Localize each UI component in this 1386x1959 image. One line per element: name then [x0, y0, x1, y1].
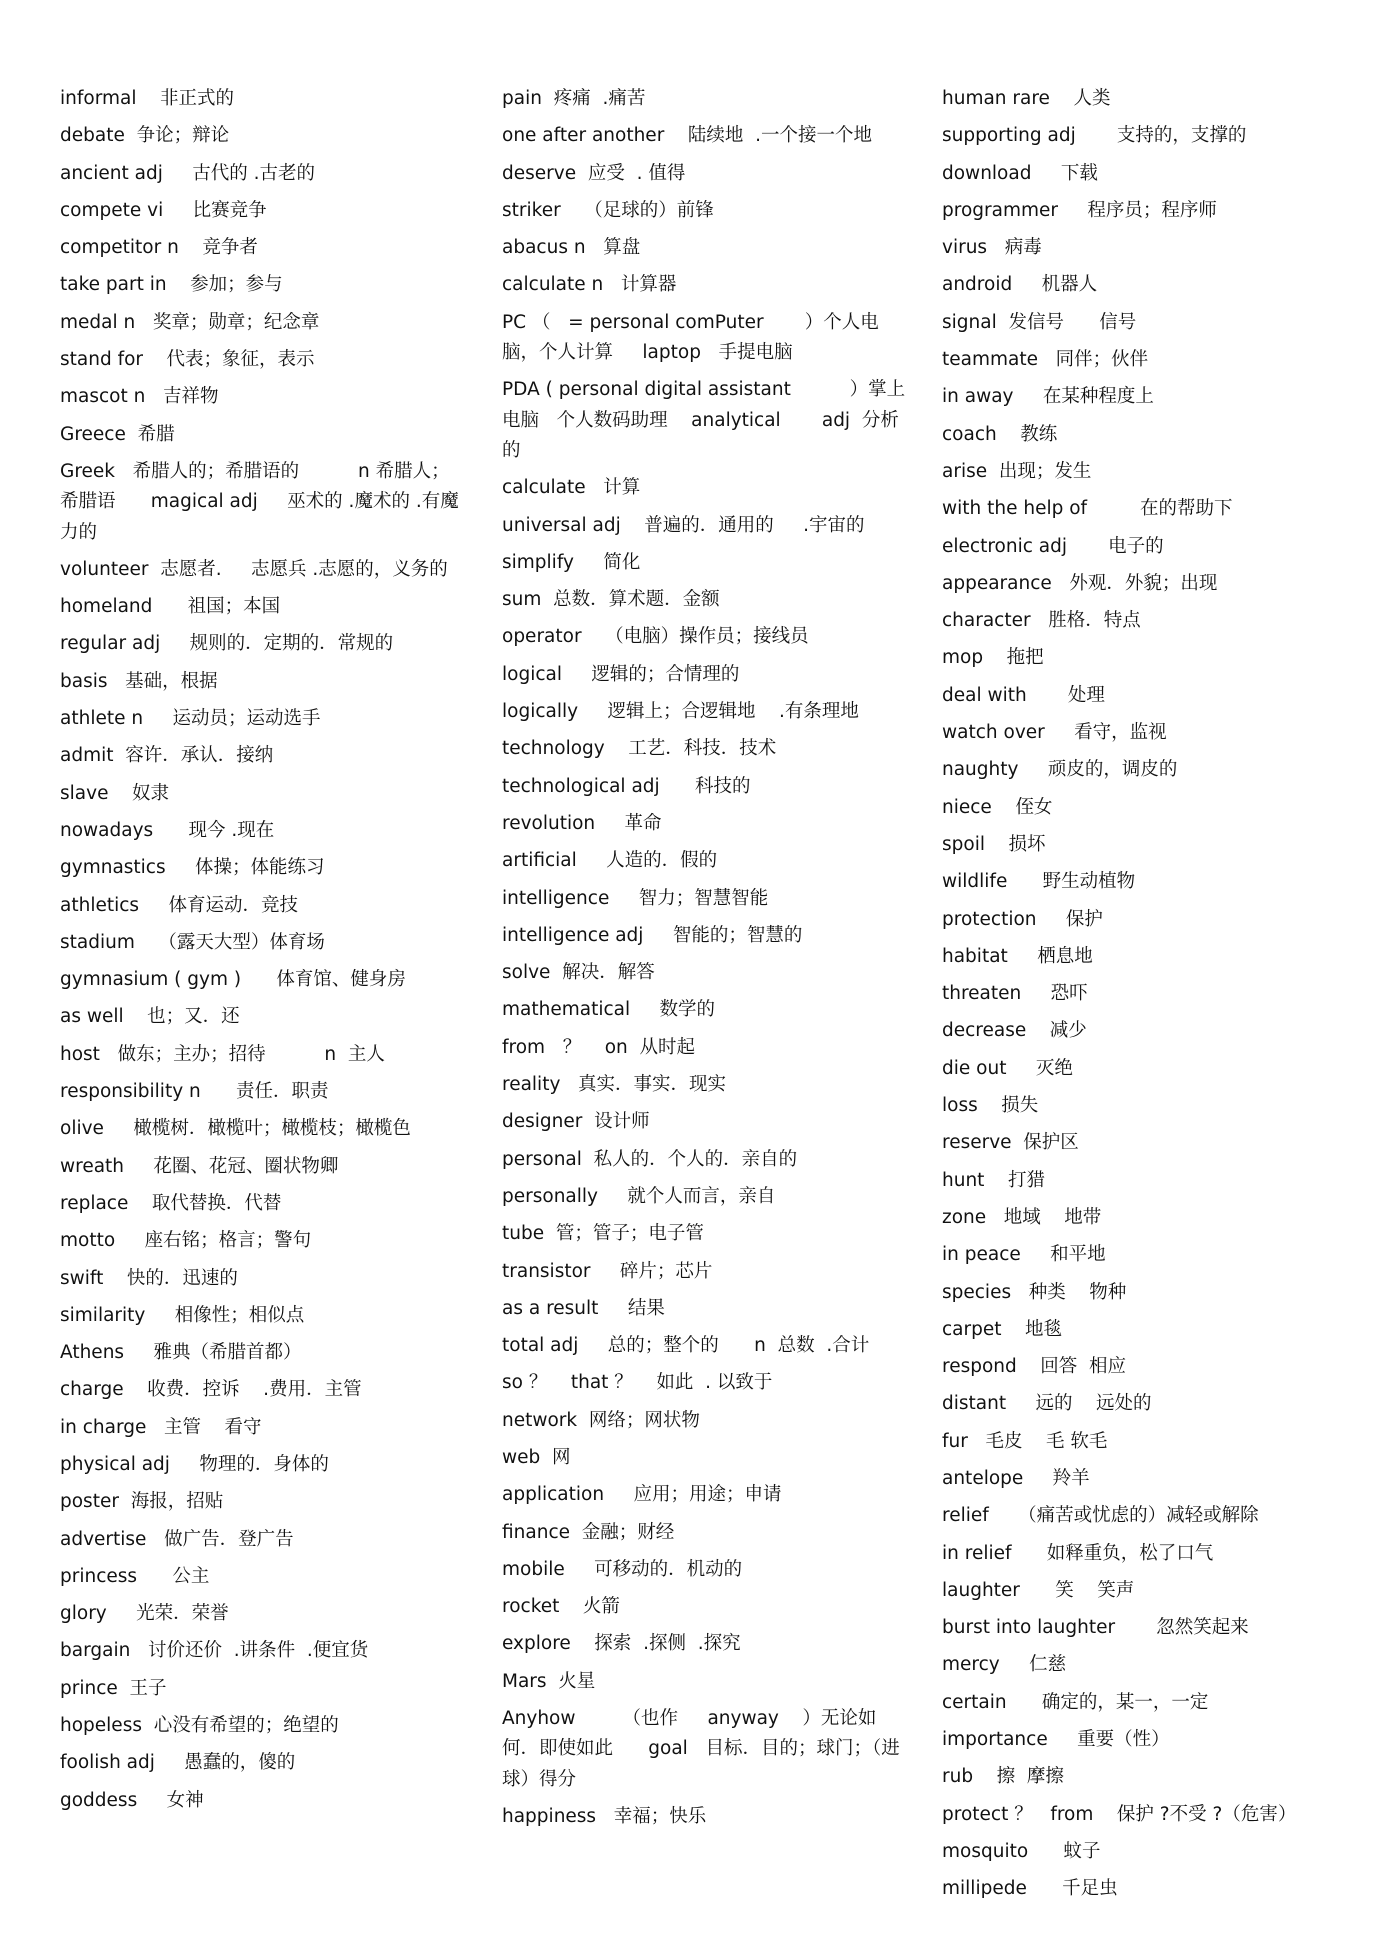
vocabulary-entry-text: volunteer 志愿者. 志愿兵 .志愿的，义务的: [60, 558, 448, 580]
vocabulary-entry: [60, 816, 465, 846]
vocabulary-entry-text: technology 工艺．科技．技术: [502, 738, 777, 760]
vocabulary-entry-text: mobile 可移动的．机动的: [502, 1558, 743, 1580]
vocabulary-entry: [942, 420, 1347, 450]
vocabulary-entry-text: finance 金融；财经: [502, 1521, 675, 1543]
vocabulary-entry-text: replace 取代替换．代替: [60, 1192, 282, 1214]
vocabulary-entry: [942, 1352, 1347, 1382]
vocabulary-entry: [60, 345, 465, 375]
vocabulary-entry: [502, 846, 907, 876]
vocabulary-entry: [60, 1301, 465, 1331]
vocabulary-entry: [942, 1650, 1347, 1680]
vocabulary-entry-text: distant 远的 远处的: [942, 1393, 1152, 1415]
vocabulary-entry-text: stand for 代表；象征，表示: [60, 349, 315, 371]
vocabulary-entry-text: physical adj 物理的．身体的: [60, 1453, 329, 1475]
vocabulary-entry-text: sum 总数．算术题．金额: [502, 589, 720, 611]
vocabulary-entry: [502, 1629, 907, 1659]
vocabulary-entry-text: so ？ that ？ 如此 . 以致于: [502, 1372, 773, 1394]
vocabulary-entry: [60, 457, 465, 548]
vocabulary-entry: [502, 1033, 907, 1063]
vocabulary-entry-text: as well 也；又．还: [60, 1006, 240, 1028]
vocabulary-entry-text: intelligence 智力；智慧智能: [502, 887, 769, 909]
vocabulary-entry: [942, 569, 1347, 599]
vocabulary-entry: [60, 308, 465, 338]
vocabulary-entry: [502, 1182, 907, 1212]
vocabulary-entry-text: swift 快的．迅速的: [60, 1267, 238, 1289]
vocabulary-entry-text: universal adj 普遍的．通用的 .宇宙的: [502, 514, 865, 536]
vocabulary-entry: [60, 196, 465, 226]
vocabulary-entry-text: die out 灭绝: [942, 1057, 1073, 1079]
vocabulary-entry-text: protection 保护: [942, 908, 1103, 930]
vocabulary-entry-text: certain 确定的，某一，一定: [942, 1691, 1209, 1713]
vocabulary-entry-text: importance 重要（性）: [942, 1729, 1170, 1751]
vocabulary-entry: [502, 884, 907, 914]
vocabulary-entry-text: operator （电脑）操作员；接线员: [502, 626, 809, 648]
vocabulary-entry: [942, 84, 1347, 114]
vocabulary-entry: [60, 1264, 465, 1294]
vocabulary-entry-text: teammate 同伴；伙伴: [942, 349, 1149, 371]
vocabulary-entry-text: hunt 打猎: [942, 1169, 1045, 1191]
vocabulary-entry-text: PC （ = personal comPuter ）个人电脑，个人计算 laptop 手提电脑: [502, 311, 879, 364]
vocabulary-entry: [942, 1688, 1347, 1718]
vocabulary-entry: [942, 830, 1347, 860]
vocabulary-entry: [502, 84, 907, 114]
vocabulary-entry-text: millipede 千足虫: [942, 1878, 1118, 1900]
vocabulary-entry-text: technological adj 科技的: [502, 775, 751, 797]
vocabulary-entry-text: compete vi 比赛竞争: [60, 199, 267, 221]
vocabulary-entry: [942, 755, 1347, 785]
vocabulary-entry-text: antelope 羚羊: [942, 1467, 1090, 1489]
vocabulary-entry-text: explore 探索 .探侧 .探究: [502, 1633, 741, 1655]
vocabulary-entry: [502, 1331, 907, 1361]
vocabulary-entry-text: designer 设计师: [502, 1111, 650, 1133]
vocabulary-entry: [60, 159, 465, 189]
vocabulary-entry: [60, 1786, 465, 1816]
vocabulary-entry: [60, 741, 465, 771]
vocabulary-entry-text: signal 发信号 信号: [942, 311, 1137, 333]
vocabulary-entry: [60, 1413, 465, 1443]
vocabulary-entry: [502, 622, 907, 652]
vocabulary-entry: [60, 1487, 465, 1517]
vocabulary-entry-text: ancient adj 古代的 .古老的: [60, 162, 315, 184]
vocabulary-entry: [502, 1070, 907, 1100]
vocabulary-entry-text: human rare 人类: [942, 88, 1111, 109]
vocabulary-entry: [942, 1762, 1347, 1792]
vocabulary-entry-text: burst into laughter 忽然笑起来: [942, 1617, 1249, 1639]
vocabulary-entry: [942, 1166, 1347, 1196]
vocabulary-entry-text: pain 疼痛 .痛苦: [502, 88, 646, 109]
vocabulary-entry: [942, 270, 1347, 300]
vocabulary-entry: [942, 1501, 1347, 1531]
vocabulary-entry-text: relief （痛苦或忧虑的）减轻或解除: [942, 1505, 1259, 1527]
vocabulary-entry: [502, 1145, 907, 1175]
vocabulary-entry-text: rocket 火箭: [502, 1596, 620, 1618]
vocabulary-entry: [60, 779, 465, 809]
vocabulary-entry-text: prince 王子: [60, 1677, 167, 1699]
vocabulary-entry-text: wildlife 野生动植物: [942, 871, 1136, 893]
vocabulary-entry: [502, 1443, 907, 1473]
vocabulary-entry-text: calculate n 计算器: [502, 274, 677, 296]
vocabulary-entry: [60, 1599, 465, 1629]
vocabulary-column-2: [502, 84, 907, 1832]
vocabulary-entry: [942, 942, 1347, 972]
vocabulary-entry: [942, 1091, 1347, 1121]
vocabulary-entry: [942, 494, 1347, 524]
vocabulary-entry: [60, 1114, 465, 1144]
vocabulary-entry: [502, 1802, 907, 1832]
vocabulary-entry-text: loss 损失: [942, 1095, 1039, 1117]
vocabulary-entry: [942, 1240, 1347, 1270]
vocabulary-entry: [60, 1338, 465, 1368]
vocabulary-entry-text: athletics 体育运动．竞技: [60, 894, 298, 916]
vocabulary-entry: [502, 660, 907, 690]
vocabulary-entry: [502, 1667, 907, 1697]
vocabulary-entry: [502, 1480, 907, 1510]
vocabulary-entry: [502, 958, 907, 988]
vocabulary-entry-text: striker （足球的）前锋: [502, 199, 714, 221]
vocabulary-entry: [60, 1040, 465, 1070]
vocabulary-entry-text: competitor n 竞争者: [60, 237, 258, 259]
vocabulary-entry-text: mathematical 数学的: [502, 999, 716, 1021]
vocabulary-entry: [502, 1406, 907, 1436]
vocabulary-entry: [942, 1427, 1347, 1457]
vocabulary-entry-text: regular adj 规则的．定期的．常规的: [60, 633, 394, 655]
vocabulary-entry-text: princess 公主: [60, 1565, 210, 1587]
vocabulary-entry-text: medal n 奖章；勋章；纪念章: [60, 311, 320, 333]
vocabulary-entry: [60, 270, 465, 300]
vocabulary-entry-text: solve 解决．解答: [502, 962, 655, 984]
vocabulary-entry-text: transistor 碎片；芯片: [502, 1260, 713, 1282]
vocabulary-entry-text: carpet 地毯: [942, 1318, 1063, 1340]
vocabulary-entry-text: download 下载: [942, 162, 1098, 184]
vocabulary-entry-text: personally 就个人而言，亲自: [502, 1185, 776, 1207]
vocabulary-entry: [942, 1128, 1347, 1158]
vocabulary-entry-text: tube 管；管子；电子管: [502, 1223, 704, 1245]
vocabulary-entry: [60, 965, 465, 995]
vocabulary-entry-text: watch over 看守，监视: [942, 722, 1167, 744]
vocabulary-entry: [942, 532, 1347, 562]
vocabulary-entry-text: olive 橄榄树．橄榄叶；橄榄枝；橄榄色: [60, 1118, 411, 1140]
vocabulary-entry: [942, 905, 1347, 935]
vocabulary-entry-text: zone 地域 地带: [942, 1206, 1102, 1228]
vocabulary-entry: [60, 1189, 465, 1219]
vocabulary-entry: [502, 734, 907, 764]
vocabulary-entry: [60, 1711, 465, 1741]
vocabulary-entry-text: deal with 处理: [942, 684, 1105, 706]
vocabulary-entry-text: host 做东；主办；招待 n 主人: [60, 1043, 385, 1065]
vocabulary-entry-text: calculate 计算: [502, 477, 641, 499]
vocabulary-entry-text: laughter 笑 笑声: [942, 1579, 1135, 1601]
vocabulary-entry-text: web 网: [502, 1446, 571, 1468]
vocabulary-entry: [502, 772, 907, 802]
vocabulary-entry: [942, 1874, 1347, 1904]
vocabulary-entry-text: one after another 陆续地 .一个接一个地: [502, 125, 872, 147]
vocabulary-entry-text: supporting adj 支持的，支撑的: [942, 125, 1247, 147]
vocabulary-entry: [502, 375, 907, 466]
vocabulary-entry: [942, 159, 1347, 189]
vocabulary-column-1: [60, 84, 465, 1816]
vocabulary-entry-text: coach 教练: [942, 423, 1058, 445]
vocabulary-entry: [60, 1525, 465, 1555]
vocabulary-entry: [942, 345, 1347, 375]
vocabulary-entry: [60, 382, 465, 412]
vocabulary-entry: [502, 809, 907, 839]
vocabulary-entry-text: informal 非正式的: [60, 88, 234, 109]
vocabulary-entry-text: goddess 女神: [60, 1789, 204, 1811]
vocabulary-entry: [942, 1054, 1347, 1084]
vocabulary-entry: [942, 1389, 1347, 1419]
vocabulary-entry: [60, 420, 465, 450]
vocabulary-entry-text: virus 病毒: [942, 237, 1042, 259]
vocabulary-entry: [60, 1152, 465, 1182]
vocabulary-entry: [502, 196, 907, 226]
vocabulary-entry-text: Greece 希腊: [60, 423, 175, 445]
vocabulary-entry-text: debate 争论；辩论: [60, 125, 230, 147]
vocabulary-entry-text: mosquito 蚊子: [942, 1840, 1101, 1862]
vocabulary-entry-text: in away 在某种程度上: [942, 386, 1154, 408]
vocabulary-entry-text: Anyhow （也作 anyway ）无论如何．即使如此 goal 目标．目的；球门；（进球）得分: [502, 1708, 900, 1790]
vocabulary-entry: [942, 1016, 1347, 1046]
vocabulary-entry-text: Athens 雅典（希腊首都）: [60, 1342, 302, 1364]
vocabulary-entry-text: motto 座右铭；格言；警句: [60, 1230, 312, 1252]
vocabulary-entry-text: from ？ on 从时起: [502, 1036, 696, 1058]
vocabulary-entry: [942, 196, 1347, 226]
vocabulary-entry-text: slave 奴隶: [60, 782, 169, 804]
vocabulary-entry: [942, 979, 1347, 1009]
vocabulary-entry-text: arise 出现；发生: [942, 460, 1092, 482]
vocabulary-entry-text: reality 真实．事实．现实: [502, 1074, 727, 1096]
vocabulary-entry-text: homeland 祖国；本国: [60, 596, 281, 618]
vocabulary-entry: [60, 667, 465, 697]
vocabulary-entry-text: abacus n 算盘: [502, 237, 641, 259]
vocabulary-entry-text: mop 拖把: [942, 647, 1044, 669]
vocabulary-entry: [60, 1002, 465, 1032]
vocabulary-entry: [502, 233, 907, 263]
vocabulary-entry: [942, 1315, 1347, 1345]
vocabulary-entry-text: naughty 顽皮的，调皮的: [942, 759, 1178, 781]
vocabulary-entry: [942, 1278, 1347, 1308]
vocabulary-entry-text: with the help of 在的帮助下: [942, 498, 1233, 520]
vocabulary-entry: [942, 457, 1347, 487]
vocabulary-entry-text: Greek 希腊人的；希腊语的 n 希腊人；希腊语 magical adj 巫术的 .魔术的 .有魔力的: [60, 460, 459, 543]
vocabulary-entry-text: logical 逻辑的；合情理的: [502, 663, 740, 685]
vocabulary-entry: [502, 1107, 907, 1137]
vocabulary-entry-text: take part in 参加；参与: [60, 274, 283, 296]
vocabulary-entry: [60, 1748, 465, 1778]
vocabulary-entry: [942, 382, 1347, 412]
vocabulary-entry: [60, 1226, 465, 1256]
vocabulary-entry: [60, 1077, 465, 1107]
vocabulary-entry-text: gymnasium ( gym ) 体育馆、健身房: [60, 969, 406, 991]
vocabulary-entry: [942, 1613, 1347, 1643]
vocabulary-entry-text: admit 容许．承认．接纳: [60, 745, 274, 767]
vocabulary-entry: [502, 995, 907, 1025]
vocabulary-entry-text: niece 侄女: [942, 796, 1053, 818]
vocabulary-entry-text: decrease 减少: [942, 1020, 1087, 1042]
vocabulary-entry-text: simplify 简化: [502, 551, 641, 573]
vocabulary-entry-text: appearance 外观．外貌；出现: [942, 572, 1218, 594]
vocabulary-entry: [942, 1800, 1347, 1830]
vocabulary-entry-text: application 应用；用途；申请: [502, 1484, 782, 1506]
vocabulary-entry-text: wreath 花圈、花冠、圈状物卿: [60, 1155, 339, 1177]
vocabulary-entry-text: as a result 结果: [502, 1297, 665, 1319]
vocabulary-entry: [60, 121, 465, 151]
vocabulary-entry: [942, 1725, 1347, 1755]
vocabulary-entry-text: network 网络；网状物: [502, 1409, 700, 1431]
vocabulary-entry: [502, 1518, 907, 1548]
vocabulary-entry: [942, 308, 1347, 338]
vocabulary-entry: [942, 643, 1347, 673]
vocabulary-entry-text: species 种类 物种: [942, 1281, 1127, 1303]
vocabulary-entry: [942, 1837, 1347, 1867]
vocabulary-entry-text: in peace 和平地: [942, 1244, 1106, 1266]
vocabulary-entry: [942, 718, 1347, 748]
vocabulary-entry: [942, 867, 1347, 897]
vocabulary-entry: [942, 121, 1347, 151]
vocabulary-entry: [502, 473, 907, 503]
vocabulary-entry-text: charge 收费．控诉 .费用．主管: [60, 1379, 362, 1401]
vocabulary-entry-text: Mars 火星: [502, 1670, 596, 1692]
vocabulary-entry: [60, 555, 465, 585]
vocabulary-entry: [502, 548, 907, 578]
vocabulary-entry-text: rub 擦 摩擦: [942, 1766, 1064, 1788]
vocabulary-entry-text: character 胜格．特点: [942, 610, 1141, 632]
vocabulary-entry-text: poster 海报，招贴: [60, 1491, 224, 1513]
vocabulary-entry-text: spoil 损坏: [942, 833, 1046, 855]
vocabulary-entry-text: gymnastics 体操；体能练习: [60, 857, 325, 879]
vocabulary-column-3: [942, 84, 1347, 1905]
vocabulary-entry: [502, 697, 907, 727]
vocabulary-entry-text: revolution 革命: [502, 812, 662, 834]
vocabulary-entry: [60, 1562, 465, 1592]
vocabulary-entry-text: bargain 讨价还价 .讲条件 .便宜货: [60, 1640, 369, 1662]
vocabulary-entry-text: in relief 如释重负，松了口气: [942, 1542, 1214, 1564]
vocabulary-entry-text: protect ？ from 保护 ?不受 ?（危害）: [942, 1803, 1297, 1825]
vocabulary-entry: [60, 704, 465, 734]
vocabulary-entry-text: happiness 幸福；快乐: [502, 1805, 707, 1827]
vocabulary-entry-text: advertise 做广告．登广告: [60, 1528, 294, 1550]
vocabulary-entry: [942, 1464, 1347, 1494]
vocabulary-entry-text: mercy 仁慈: [942, 1654, 1067, 1676]
vocabulary-entry-text: reserve 保护区: [942, 1132, 1079, 1154]
vocabulary-entry: [502, 921, 907, 951]
vocabulary-entry: [60, 1450, 465, 1480]
vocabulary-entry: [502, 159, 907, 189]
vocabulary-entry-text: respond 回答 相应: [942, 1356, 1127, 1378]
vocabulary-entry-text: nowadays 现今 .现在: [60, 819, 275, 841]
vocabulary-entry: [60, 592, 465, 622]
vocabulary-entry: [942, 606, 1347, 636]
vocabulary-entry-text: athlete n 运动员；运动选手: [60, 708, 321, 730]
vocabulary-entry-text: habitat 栖息地: [942, 945, 1093, 967]
vocabulary-entry: [60, 1636, 465, 1666]
vocabulary-entry-text: intelligence adj 智能的；智慧的: [502, 924, 803, 946]
vocabulary-entry-text: responsibility n 责任．职责: [60, 1081, 329, 1103]
vocabulary-entry-text: programmer 程序员；程序师: [942, 199, 1217, 221]
vocabulary-entry: [60, 1674, 465, 1704]
vocabulary-entry: [502, 1294, 907, 1324]
vocabulary-entry: [502, 1257, 907, 1287]
vocabulary-entry-text: foolish adj 愚蠢的，傻的: [60, 1752, 296, 1774]
vocabulary-entry: [502, 1555, 907, 1585]
vocabulary-entry: [60, 84, 465, 114]
vocabulary-entry-text: glory 光荣．荣誉: [60, 1603, 229, 1625]
vocabulary-entry: [60, 629, 465, 659]
vocabulary-entry-text: hopeless 心没有希望的；绝望的: [60, 1715, 339, 1737]
vocabulary-entry-text: similarity 相像性；相似点: [60, 1304, 305, 1326]
vocabulary-entry: [942, 1576, 1347, 1606]
vocabulary-entry-text: deserve 应受 . 值得: [502, 162, 686, 184]
vocabulary-entry: [502, 511, 907, 541]
vocabulary-entry-text: logically 逻辑上；合逻辑地 .有条理地: [502, 701, 859, 723]
vocabulary-entry: [502, 1704, 907, 1795]
vocabulary-entry: [60, 891, 465, 921]
vocabulary-entry: [502, 121, 907, 151]
vocabulary-entry-text: in charge 主管 看守: [60, 1416, 262, 1438]
vocabulary-entry: [502, 1592, 907, 1622]
vocabulary-entry: [942, 1539, 1347, 1569]
vocabulary-entry-text: artificial 人造的．假的: [502, 850, 718, 872]
vocabulary-entry: [502, 270, 907, 300]
vocabulary-entry-text: personal 私人的．个人的．亲自的: [502, 1148, 798, 1170]
vocabulary-entry: [502, 1219, 907, 1249]
vocabulary-entry: [502, 308, 907, 369]
vocabulary-entry: [942, 233, 1347, 263]
vocabulary-entry: [942, 793, 1347, 823]
vocabulary-entry: [60, 928, 465, 958]
vocabulary-entry-text: electronic adj 电子的: [942, 535, 1164, 557]
vocabulary-entry-text: android 机器人: [942, 274, 1098, 296]
vocabulary-entry-text: threaten 恐吓: [942, 983, 1088, 1005]
vocabulary-entry: [60, 1375, 465, 1405]
vocabulary-entry: [942, 1203, 1347, 1233]
vocabulary-entry-text: fur 毛皮 毛 软毛: [942, 1430, 1108, 1452]
vocabulary-entry-text: mascot n 吉祥物: [60, 386, 219, 408]
vocabulary-entry: [942, 681, 1347, 711]
vocabulary-entry-text: basis 基础，根据: [60, 670, 218, 692]
vocabulary-entry: [60, 233, 465, 263]
vocabulary-entry: [502, 1368, 907, 1398]
vocabulary-entry: [502, 585, 907, 615]
vocabulary-entry-text: total adj 总的；整个的 n 总数 .合计: [502, 1335, 870, 1357]
vocabulary-entry-text: PDA ( personal digital assistant ）掌上电脑 个人数码助理 analytical adj 分析的: [502, 379, 906, 461]
vocabulary-entry-text: stadium （露天大型）体育场: [60, 931, 325, 953]
vocabulary-entry: [60, 853, 465, 883]
